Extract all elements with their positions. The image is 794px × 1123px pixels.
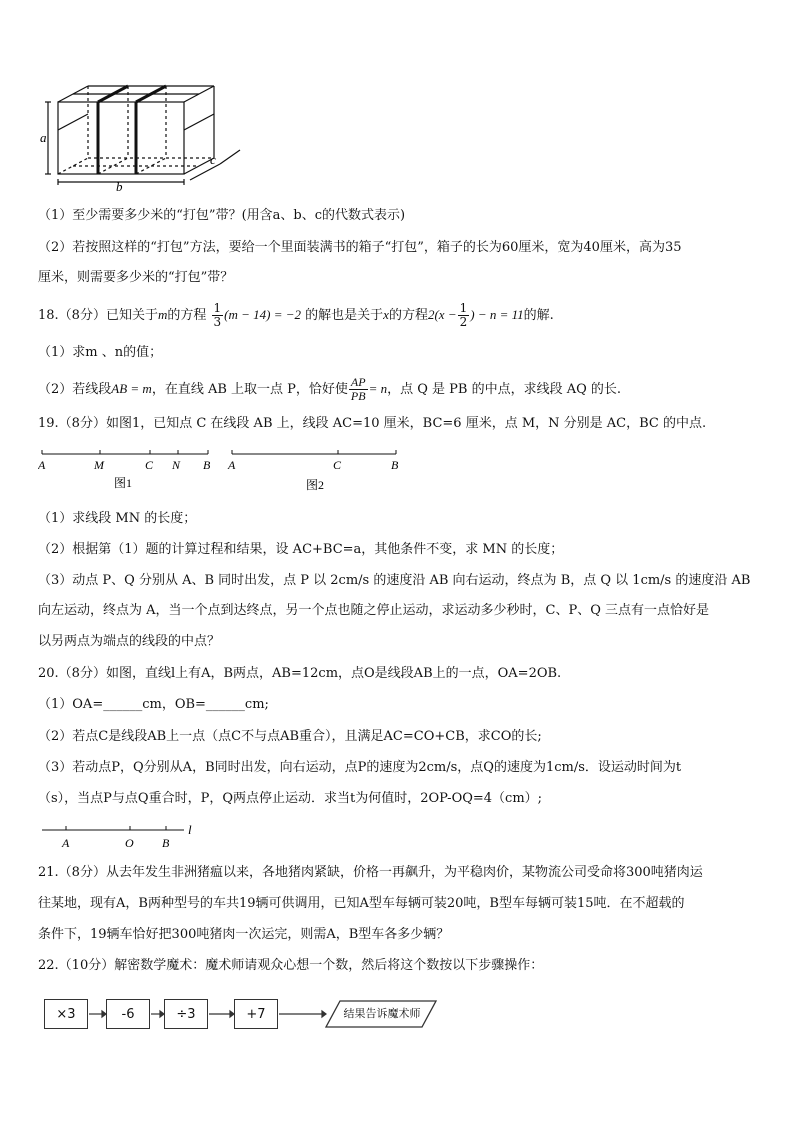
fig1-label-a: A <box>38 458 46 472</box>
q18-statement <box>38 300 758 330</box>
q18-text-also: 的解也是关于 <box>305 308 384 323</box>
q20-part3-line1: （3）若动点P，Q分别从A，B同时出发，向右运动，点P的速度为2cm/s，点Q的速度为1cm/s．设运动时间为t <box>38 760 682 775</box>
fig2-label-a: A <box>228 458 236 472</box>
fig1-label-n: N <box>172 458 181 472</box>
q19-part1: （1）求线段 MN 的长度； <box>38 511 197 526</box>
q20-part2: （2）若点C是线段AB上一点（点C不与点AB重合），且满足AC=CO+CB，求CO的长; <box>38 729 542 744</box>
q19-part3-line2: 向左运动，终点为 A，当一个点到达终点，另一个点也随之停止运动，求运动多少秒时，C、P、Q 三点有一点恰好是 <box>38 603 710 618</box>
q18-p2-ab: AB = m <box>111 381 152 396</box>
q18-expression-1: (m − 14) = −2 <box>224 307 302 322</box>
q18-fraction-1-2: $\frac{1}{2}$ <box>459 301 468 329</box>
q21-line3: 条件下，19辆车恰好把300吨猪肉一次运完，则需A，B型车各多少辆？ <box>38 927 450 942</box>
line-label-b: B <box>162 836 170 850</box>
q18-p2-mid: ，在直线 AB 上取一点 P，恰好使 <box>151 382 348 397</box>
q18-p2-tail: ，点 Q 是 PB 的中点，求线段 AQ 的长. <box>387 382 622 397</box>
fig1-caption: 图1 <box>114 476 133 490</box>
q18-p2-head: （2）若线段 <box>38 382 112 397</box>
step-divide-3: ÷3 <box>164 999 208 1029</box>
q18-tail: 的解. <box>523 308 554 323</box>
q18-expression-2a: 2(x − <box>427 307 457 322</box>
q18-text-equation-2: 的方程 <box>388 308 428 323</box>
q18-expression-2b: ) − n = 11 <box>470 307 524 322</box>
step-plus-7: +7 <box>234 999 278 1029</box>
q18-var-x: x <box>383 307 389 322</box>
q22-flowchart <box>44 999 444 1031</box>
result-label: 结果告诉魔术师 <box>343 1007 421 1020</box>
q17-part2-line2: 厘米，则需要多少米的“打包”带？ <box>38 270 234 285</box>
q18-fraction-ap-pb: $\frac{AP}{PB}$ <box>350 375 366 403</box>
fig1-label-b: B <box>203 458 211 472</box>
fig2-label-c: C <box>333 458 342 472</box>
label-b: b <box>116 179 123 192</box>
q19-figure-1 <box>38 444 218 494</box>
q18-part2 <box>38 372 758 406</box>
q22-statement: 22.（10分）解密数学魔术：魔术师请观众心想一个数，然后将这个数按以下步骤操作： <box>38 958 544 973</box>
q19-part3-line3: 以另两点为端点的线段的中点？ <box>38 634 221 649</box>
q20-number-line <box>40 820 210 852</box>
fig1-label-c: C <box>145 458 154 472</box>
line-label-l: l <box>188 822 192 837</box>
q20-part1: （1）OA=______cm，OB=______cm; <box>38 697 269 712</box>
box-figure <box>40 80 250 192</box>
q19-figure-2 <box>226 444 406 494</box>
line-label-a: A <box>62 836 70 850</box>
q18-var-m: m <box>157 307 168 322</box>
q21-line1: 21.（8分）从去年发生非洲猪瘟以来，各地猪肉紧缺，价格一再飙升，为平稳肉价，某物流公司受命将300吨猪肉运 <box>38 865 703 880</box>
q18-head: 18.（8分）已知关于 <box>38 308 158 323</box>
q17-part2-line1: （2）若按照这样的“打包”方法，要给一个里面装满书的箱子“打包”，箱子的长为60厘米，宽为40厘米，高为35 <box>38 240 682 255</box>
step-multiply-3: ×3 <box>44 999 88 1029</box>
step-minus-6: -6 <box>106 999 150 1029</box>
fig1-label-m: M <box>94 458 104 472</box>
q18-text-equation: 的方程 <box>167 308 207 323</box>
fig2-caption: 图2 <box>306 478 325 492</box>
q19-part2: （2）根据第（1）题的计算过程和结果，设 AC+BC=a，其他条件不变，求 MN 的长度； <box>38 542 564 557</box>
q18-p2-eq: = n <box>368 381 388 396</box>
q19-statement: 19.（8分）如图1，已知点 C 在线段 AB 上，线段 AC=10 厘米，BC=6 厘米，点 M，N 分别是 AC，BC 的中点. <box>38 416 707 431</box>
q19-part3-line1: （3）动点 P、Q 分别从 A、B 同时出发，点 P 以 2cm/s 的速度沿 AB 向右运动，终点为 B，点 Q 以 1cm/s 的速度沿 AB <box>38 573 751 588</box>
label-a: a <box>40 130 47 145</box>
line-label-o: O <box>125 836 134 850</box>
fig2-label-b: B <box>391 458 399 472</box>
q18-fraction-1-3: $\frac{1}{3}$ <box>213 301 222 329</box>
q21-line2: 往某地，现有A，B两种型号的车共19辆可供调用，已知A型车每辆可装20吨，B型车每辆可装15吨．在不超载的 <box>38 896 685 911</box>
label-c: c <box>210 152 216 167</box>
q20-part3-line2: （s），当点P与点Q重合时，P，Q两点停止运动．求当t为何值时，2OP-OQ=4（cm）; <box>38 791 543 806</box>
q17-part1: （1）至少需要多少米的“打包”带？(用含a、b、c的代数式表示) <box>38 208 406 223</box>
q18-part1: （1）求m 、n的值； <box>38 345 163 360</box>
q20-statement: 20.（8分）如图，直线l上有A，B两点，AB=12cm，点O是线段AB上的一点，OA=2OB. <box>38 666 562 681</box>
